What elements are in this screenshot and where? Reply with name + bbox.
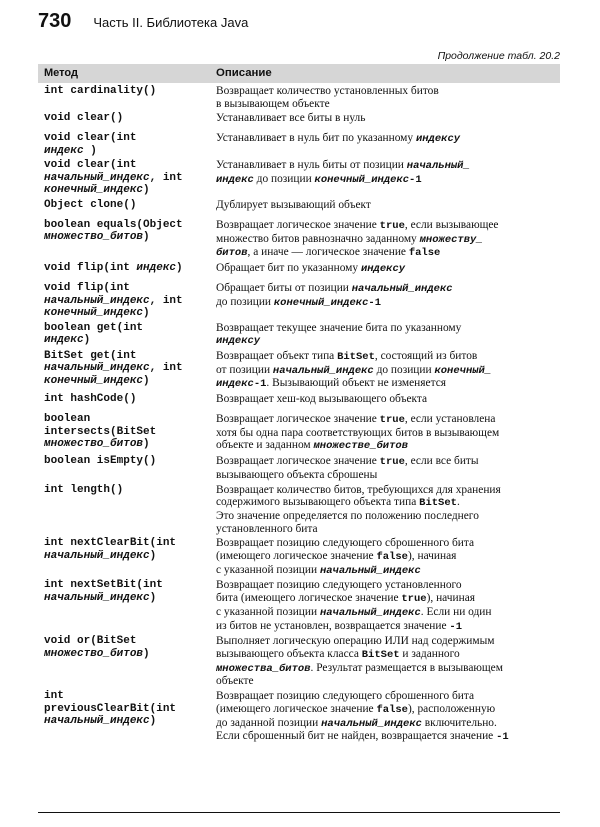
method-line <box>44 219 213 232</box>
description-text: Возвращает логическое значение <box>216 455 380 468</box>
method-signature-text: void or(BitSet <box>44 635 137 648</box>
description-text: Возвращает логическое значение <box>216 218 380 231</box>
description-line <box>216 717 560 731</box>
table-row <box>38 320 560 348</box>
parameter-name: начальный_индекс <box>319 564 421 577</box>
method-signature-text: int cardinality() <box>44 85 157 97</box>
method-line <box>44 438 213 451</box>
method-cell <box>38 455 213 481</box>
parameter-name: множестве_битов <box>313 440 409 453</box>
method-signature-text: void flip(int <box>44 282 130 295</box>
parameter-name: начальный_индекс <box>319 606 421 619</box>
method-cell <box>38 262 213 280</box>
table-row <box>38 130 560 157</box>
method-signature-text: int hashCode() <box>44 393 137 406</box>
method-signature-text: BitSet get(int <box>44 349 137 362</box>
table-row <box>38 482 560 536</box>
method-signature-text: ) <box>143 374 150 387</box>
description-line <box>216 377 560 391</box>
description-cell <box>213 484 560 536</box>
method-cell <box>38 484 213 536</box>
description-line <box>216 469 560 482</box>
description-cell <box>213 690 560 744</box>
description-line <box>216 550 560 564</box>
table-row <box>38 411 560 453</box>
description-text: Возвращает позицию следующего установленного <box>216 579 462 592</box>
description-line <box>216 282 560 296</box>
method-signature-text: ) <box>83 144 97 157</box>
method-signature-text: ) <box>149 549 157 562</box>
parameter-name: индекс <box>44 144 84 157</box>
parameter-name: начальный_индекс <box>321 717 422 730</box>
description-text: , состоящий из битов <box>374 349 478 362</box>
description-text: ), расположенную <box>407 702 496 715</box>
method-signature-text: void flip(int <box>44 262 137 275</box>
description-line <box>216 606 560 620</box>
method-signature-text: ) <box>149 715 157 728</box>
method-signature-text: , int <box>149 362 183 375</box>
code-literal: false <box>376 703 408 716</box>
parameter-name: конечный_индекс <box>44 307 144 320</box>
description-text: . Вызывающий объект не изменяется <box>266 377 446 390</box>
description-cell <box>213 322 560 348</box>
method-line <box>44 184 213 197</box>
code-literal: -1 <box>409 174 422 187</box>
method-signature-text: ) <box>143 438 150 451</box>
parameter-name: индексу <box>216 335 261 348</box>
description-text: Возвращает хеш-код вызывающего объекта <box>216 393 428 406</box>
description-line <box>216 703 560 717</box>
description-text: с указанной позиции <box>216 563 320 576</box>
method-signature-text: Object clone() <box>44 198 137 211</box>
description-text: до позиции <box>253 173 315 186</box>
description-line <box>216 132 560 146</box>
description-cell <box>213 199 560 217</box>
method-signature-text: void clear() <box>44 112 124 125</box>
description-line <box>216 496 560 510</box>
method-line <box>44 537 213 550</box>
description-text: из битов не установлен, возвращается значение <box>216 619 450 632</box>
description-line <box>216 648 560 662</box>
description-line <box>216 635 560 648</box>
description-text: в вызывающем объекте <box>216 97 330 110</box>
method-cell <box>38 350 213 391</box>
description-line <box>216 579 560 592</box>
table-row <box>38 197 560 217</box>
method-line <box>44 690 213 703</box>
running-title: Часть II. Библиотека Java <box>93 15 249 30</box>
description-text: до позиции <box>373 363 435 376</box>
method-line <box>44 145 213 158</box>
description-text: с указанной позиции <box>216 605 320 618</box>
description-line <box>216 484 560 497</box>
method-line <box>44 282 213 295</box>
description-text: бита (имеющего логическое значение <box>216 592 402 605</box>
code-literal: false <box>376 551 408 564</box>
code-literal: BitSet <box>337 350 375 363</box>
description-line <box>216 219 560 233</box>
description-line <box>216 455 560 469</box>
method-line <box>44 362 213 375</box>
method-line <box>44 295 213 308</box>
description-line <box>216 322 560 335</box>
parameter-name: начальный_индекс <box>44 549 150 562</box>
table-row <box>38 688 560 744</box>
description-line <box>216 675 560 688</box>
description-text: Обращает бит по указанному <box>216 262 361 275</box>
description-text: Устанавливает в нуль биты от позиции <box>216 159 407 172</box>
method-line <box>44 322 213 335</box>
description-line <box>216 246 560 260</box>
description-text: от позиции <box>216 363 273 376</box>
description-line <box>216 564 560 578</box>
method-signature-text: void clear(int <box>44 132 137 145</box>
method-signature-text: ) <box>143 231 150 244</box>
description-text: Дублирует вызывающий объект <box>216 198 371 211</box>
method-signature-text: boolean isEmpty() <box>44 455 157 468</box>
method-cell <box>38 85 213 110</box>
code-literal: true <box>379 219 405 232</box>
description-cell <box>213 219 560 260</box>
method-line <box>44 648 213 661</box>
method-signature-text: ) <box>149 591 157 604</box>
method-signature-text: int <box>44 690 64 703</box>
parameter-name: индекс <box>216 174 254 187</box>
method-line <box>44 635 213 648</box>
method-cell <box>38 635 213 688</box>
description-line <box>216 439 560 453</box>
description-text: Устанавливает все биты в нуль <box>216 112 366 125</box>
description-text: включительно. <box>421 716 497 729</box>
description-text: , если вызывающее <box>404 218 499 231</box>
description-text: . Если ни один <box>420 605 492 618</box>
code-literal: true <box>379 456 405 469</box>
description-cell <box>213 112 560 130</box>
parameter-name: множество_битов <box>44 231 144 244</box>
table-row <box>38 391 560 411</box>
method-line <box>44 375 213 388</box>
description-text: . Результат размещается в вызывающем <box>310 661 503 674</box>
method-cell <box>38 322 213 348</box>
description-line <box>216 690 560 703</box>
description-line <box>216 159 560 173</box>
method-signature-text: boolean equals(Object <box>44 218 183 231</box>
method-signature-text: boolean <box>44 413 91 426</box>
description-text: , если все биты <box>404 455 479 468</box>
method-signature-text: boolean get(int <box>44 321 144 334</box>
table-row <box>38 453 560 481</box>
description-line <box>216 523 560 536</box>
page-number: 730 <box>38 10 72 32</box>
method-line <box>44 550 213 563</box>
method-line <box>44 350 213 363</box>
method-signature-text: ) <box>143 307 150 320</box>
method-line <box>44 393 213 406</box>
method-line <box>44 426 213 439</box>
parameter-name: индекс <box>44 334 84 347</box>
description-text: Возвращает количество установленных битов <box>216 85 439 97</box>
description-text: вызывающего объекта сброшены <box>216 468 378 481</box>
method-cell <box>38 159 213 197</box>
method-cell <box>38 282 213 320</box>
description-line <box>216 233 560 247</box>
method-signature-text: int nextClearBit(int <box>44 537 177 550</box>
description-line <box>216 364 560 378</box>
description-text: вызывающего объекта класса <box>216 647 362 660</box>
parameter-name: начальный_индекс <box>44 591 150 604</box>
code-literal: -1 <box>449 620 463 633</box>
description-cell <box>213 350 560 391</box>
description-line <box>216 730 560 744</box>
description-line <box>216 173 560 187</box>
method-cell <box>38 199 213 217</box>
method-cell <box>38 579 213 633</box>
description-text: Выполняет логическую операцию ИЛИ над содержимым <box>216 635 495 648</box>
description-line <box>216 334 560 348</box>
method-cell <box>38 690 213 744</box>
method-signature-text: ) <box>143 184 150 197</box>
description-cell <box>213 393 560 411</box>
method-cell <box>38 112 213 130</box>
description-text: Возвращает позицию следующего сброшенного бита <box>216 690 475 703</box>
description-text: Обращает биты от позиции <box>216 282 352 295</box>
description-text: множество битов равнозначно заданному <box>216 232 420 245</box>
code-literal: BitSet <box>361 648 400 661</box>
method-line <box>44 715 213 728</box>
page-header <box>38 10 248 33</box>
description-text: Устанавливает в нуль бит по указанному <box>216 132 416 145</box>
method-line <box>44 703 213 716</box>
method-line <box>44 199 213 212</box>
method-signature-text: ) <box>143 647 150 660</box>
table-row <box>38 157 560 197</box>
method-line <box>44 307 213 320</box>
parameter-name: начальный_индекс <box>44 294 150 307</box>
method-signature-text: , int <box>149 294 183 307</box>
description-line <box>216 85 560 98</box>
description-cell <box>213 132 560 157</box>
code-literal: -1 <box>496 731 509 744</box>
description-line <box>216 537 560 550</box>
description-line <box>216 592 560 606</box>
description-line <box>216 112 560 125</box>
table-header <box>38 64 560 83</box>
method-signature-text: int length() <box>44 483 124 496</box>
table-row <box>38 217 560 260</box>
description-text: хотя бы одна пара соответствующих битов в вызывающем <box>216 426 500 439</box>
parameter-name: конечный_индекс <box>314 174 410 187</box>
method-cell <box>38 132 213 157</box>
parameter-name: конечный_индекс <box>273 296 369 309</box>
parameter-name: начальный_индекс <box>351 283 453 296</box>
description-text: ), начиная <box>426 592 475 605</box>
parameter-name: конечный_индекс <box>44 184 144 197</box>
description-cell <box>213 537 560 577</box>
description-cell <box>213 579 560 633</box>
method-signature-text: ) <box>83 334 91 347</box>
method-line <box>44 112 213 125</box>
description-cell <box>213 635 560 688</box>
method-cell <box>38 413 213 453</box>
description-text: Возвращает позицию следующего сброшенного бита <box>216 537 475 550</box>
description-line <box>216 98 560 111</box>
method-line <box>44 484 213 497</box>
parameter-name: начальный_индекс <box>44 362 150 375</box>
description-cell <box>213 413 560 453</box>
bottom-rule <box>38 812 560 813</box>
table-row <box>38 260 560 280</box>
method-line <box>44 132 213 145</box>
table-row <box>38 110 560 130</box>
description-line <box>216 620 560 634</box>
description-cell <box>213 85 560 110</box>
parameter-name: множество_битов <box>44 438 144 451</box>
code-literal: false <box>408 247 441 260</box>
description-text: (имеющего логическое значение <box>216 702 377 715</box>
code-literal: -1 <box>253 378 267 391</box>
description-line <box>216 662 560 676</box>
parameter-name: начальный_индекс <box>44 715 150 728</box>
parameter-name: конечный_ <box>434 364 492 377</box>
method-signature-text: ) <box>176 262 183 275</box>
code-literal: true <box>401 593 427 606</box>
description-cell <box>213 282 560 320</box>
description-text: Это значение определяется по положению последнего <box>216 509 479 522</box>
parameter-name: битов <box>216 247 248 260</box>
method-signature-text: previousClearBit(int <box>44 702 177 715</box>
table-row <box>38 83 560 110</box>
table-row <box>38 535 560 577</box>
parameter-name: множество_битов <box>44 647 144 660</box>
method-line <box>44 85 213 98</box>
method-signature-text: intersects(BitSet <box>44 425 157 438</box>
method-cell <box>38 537 213 577</box>
parameter-name: множеству_ <box>419 233 483 246</box>
description-text: содержимого вызывающего объекта типа <box>216 496 420 509</box>
method-line <box>44 455 213 468</box>
method-signature-text: void clear(int <box>44 159 137 172</box>
description-text: Возвращает логическое значение <box>216 413 380 426</box>
table-continuation-label: Продолжение табл. 20.2 <box>437 50 560 62</box>
method-signature-text: int nextSetBit(int <box>44 579 163 592</box>
description-text: и заданного <box>399 647 460 660</box>
table-body <box>38 83 560 744</box>
methods-table <box>38 64 560 744</box>
method-line <box>44 172 213 185</box>
description-text: до позиции <box>216 295 274 308</box>
description-text: (имеющего логическое значение <box>216 550 377 563</box>
table-row <box>38 280 560 320</box>
parameter-name: начальный_индекс <box>272 364 374 377</box>
method-line <box>44 413 213 426</box>
parameter-name: начальный_ <box>406 160 470 173</box>
description-line <box>216 262 560 276</box>
method-line <box>44 579 213 592</box>
method-line <box>44 334 213 347</box>
description-cell <box>213 262 560 280</box>
table-row <box>38 348 560 391</box>
column-header-description: Описание <box>216 67 272 80</box>
parameter-name: индекс <box>136 262 177 275</box>
description-line <box>216 393 560 406</box>
description-text: , если установлена <box>404 413 496 426</box>
parameter-name: индекс <box>216 378 254 391</box>
code-literal: BitSet <box>419 497 457 510</box>
description-line <box>216 510 560 523</box>
method-cell <box>38 219 213 260</box>
description-cell <box>213 455 560 481</box>
method-signature-text: , int <box>149 171 183 184</box>
column-header-method: Метод <box>44 67 78 80</box>
description-text: объекте и заданном <box>216 439 314 452</box>
parameter-name: множества_битов <box>216 662 311 675</box>
description-text: до заданной позиции <box>216 716 322 729</box>
description-line <box>216 427 560 440</box>
description-line <box>216 350 560 364</box>
description-text: Если сброшенный бит не найден, возвращается значение <box>216 730 497 743</box>
description-text: Возвращает количество битов, требующихся для хранения <box>216 483 501 496</box>
description-line <box>216 413 560 427</box>
description-text: установленного бита <box>216 522 318 535</box>
method-line <box>44 592 213 605</box>
description-text: ), начиная <box>407 550 457 563</box>
code-literal: -1 <box>368 296 381 309</box>
method-line <box>44 262 213 275</box>
description-text: объекте <box>216 675 254 688</box>
description-text: Возвращает объект типа <box>216 349 338 362</box>
method-line <box>44 231 213 244</box>
parameter-name: индексу <box>415 133 461 146</box>
description-cell <box>213 159 560 197</box>
table-row <box>38 633 560 688</box>
parameter-name: конечный_индекс <box>44 374 144 387</box>
method-cell <box>38 393 213 411</box>
description-line <box>216 199 560 212</box>
description-line <box>216 296 560 310</box>
description-text: . <box>456 496 460 509</box>
parameter-name: начальный_индекс <box>44 171 150 184</box>
code-literal: true <box>379 414 405 427</box>
parameter-name: индексу <box>360 263 406 276</box>
table-row <box>38 577 560 633</box>
description-text: , а иначе — логическое значение <box>247 246 409 259</box>
method-line <box>44 159 213 172</box>
description-text: Возвращает текущее значение бита по указанному <box>216 321 462 334</box>
